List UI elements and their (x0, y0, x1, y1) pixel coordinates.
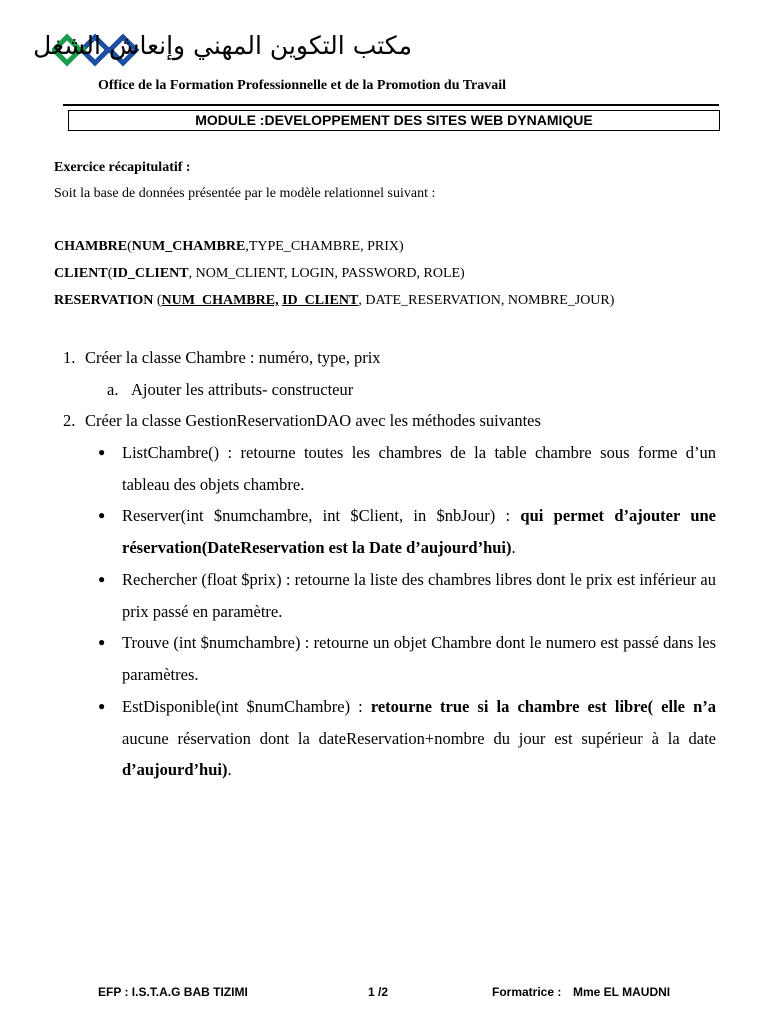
method-text (122, 691, 716, 786)
exercise-title: Exercice récapitulatif : (54, 160, 191, 175)
bullet-icon: ● (98, 572, 106, 586)
method-description: Trouve (int $numchambre) : retourne un objet Chambre dont le numero est passé dans les paramètres. (122, 633, 716, 684)
foreign-key: ID_CLIENT (282, 293, 359, 308)
bullet-icon: ● (98, 635, 106, 649)
primary-key: ID_CLIENT (112, 266, 189, 281)
method-description: ListChambre() : retourne toutes les chambres de la table chambre sous forme d’un tableau des objets chambre. (122, 443, 716, 494)
task-number: 1. (63, 348, 76, 367)
footer-trainer-label: Formatrice : (492, 985, 562, 999)
table-name: RESERVATION (54, 293, 154, 308)
table-name: CLIENT (54, 266, 108, 281)
method-signature: EstDisponible(int $numChambre) : (122, 697, 371, 716)
method-description: qui permet d’ajouter une réservation(DateReservation est la Date d’aujourd’hui) (122, 506, 717, 557)
paren: ( (107, 266, 113, 281)
method-text (122, 437, 716, 500)
bullet-icon: ● (98, 699, 106, 713)
schema-reservation (54, 293, 614, 309)
subtask-letter: a. (107, 380, 119, 399)
method-description-cont: aucune réservation dont la dateReservation+nombre du jour est supérieur à la date (122, 728, 716, 748)
columns: ,TYPE_CHAMBRE, PRIX) (245, 239, 404, 254)
bullet-icon: ● (98, 445, 106, 459)
method-signature: Reserver(int $numchambre, int $Client, in $nbJour) : (122, 506, 521, 525)
footer-trainer-name: Mme EL MAUDNI (573, 985, 671, 999)
header-rule (63, 104, 719, 106)
method-description: Rechercher (float $prix) : retourne la liste des chambres libres dont le prix est inférieur au prix passé en paramètre. (122, 570, 716, 621)
org-name: Office de la Formation Professionnelle et de la Promotion du Travail (98, 78, 507, 93)
method-text (122, 564, 716, 627)
paren: ( (127, 239, 132, 254)
subtask-text: Ajouter les attributs- constructeur (131, 380, 354, 399)
exercise-intro: Soit la base de données présentée par le modèle relationnel suivant : (54, 186, 436, 201)
footer-school: EFP : I.S.T.A.G BAB TIZIMI (98, 985, 248, 999)
columns: , NOM_CLIENT, LOGIN, PASSWORD, ROLE) (188, 266, 465, 281)
columns: , DATE_RESERVATION, NOMBRE_JOUR) (358, 293, 615, 308)
schema-client (54, 266, 465, 282)
page-number: 1 /2 (368, 985, 389, 999)
module-title: MODULE :DEVELOPPEMENT DES SITES WEB DYNAMIQUE (68, 110, 720, 131)
method-text (122, 500, 716, 563)
schema-chambre (54, 239, 404, 255)
arabic-org-name: مكتب التكوين المهني وإنعاش الشغل (33, 31, 412, 60)
task-text: Créer la classe Chambre : numéro, type, prix (85, 348, 381, 367)
table-name: CHAMBRE (54, 239, 128, 254)
method-description-end: d’aujourd’hui) (122, 760, 228, 779)
task-text: Créer la classe GestionReservationDAO avec les méthodes suivantes (85, 411, 541, 430)
paren: ( (153, 293, 162, 308)
bullet-icon: ● (98, 508, 106, 522)
task-number: 2. (63, 411, 76, 430)
punctuation: . (511, 537, 516, 557)
primary-key: NUM_CHAMBRE (131, 239, 246, 254)
method-description: retourne true si la chambre est libre( elle n’a (370, 697, 716, 716)
subtask-item (107, 380, 353, 400)
foreign-key: NUM_CHAMBRE, (161, 293, 279, 308)
punctuation: . (227, 760, 232, 779)
method-text (122, 627, 716, 690)
